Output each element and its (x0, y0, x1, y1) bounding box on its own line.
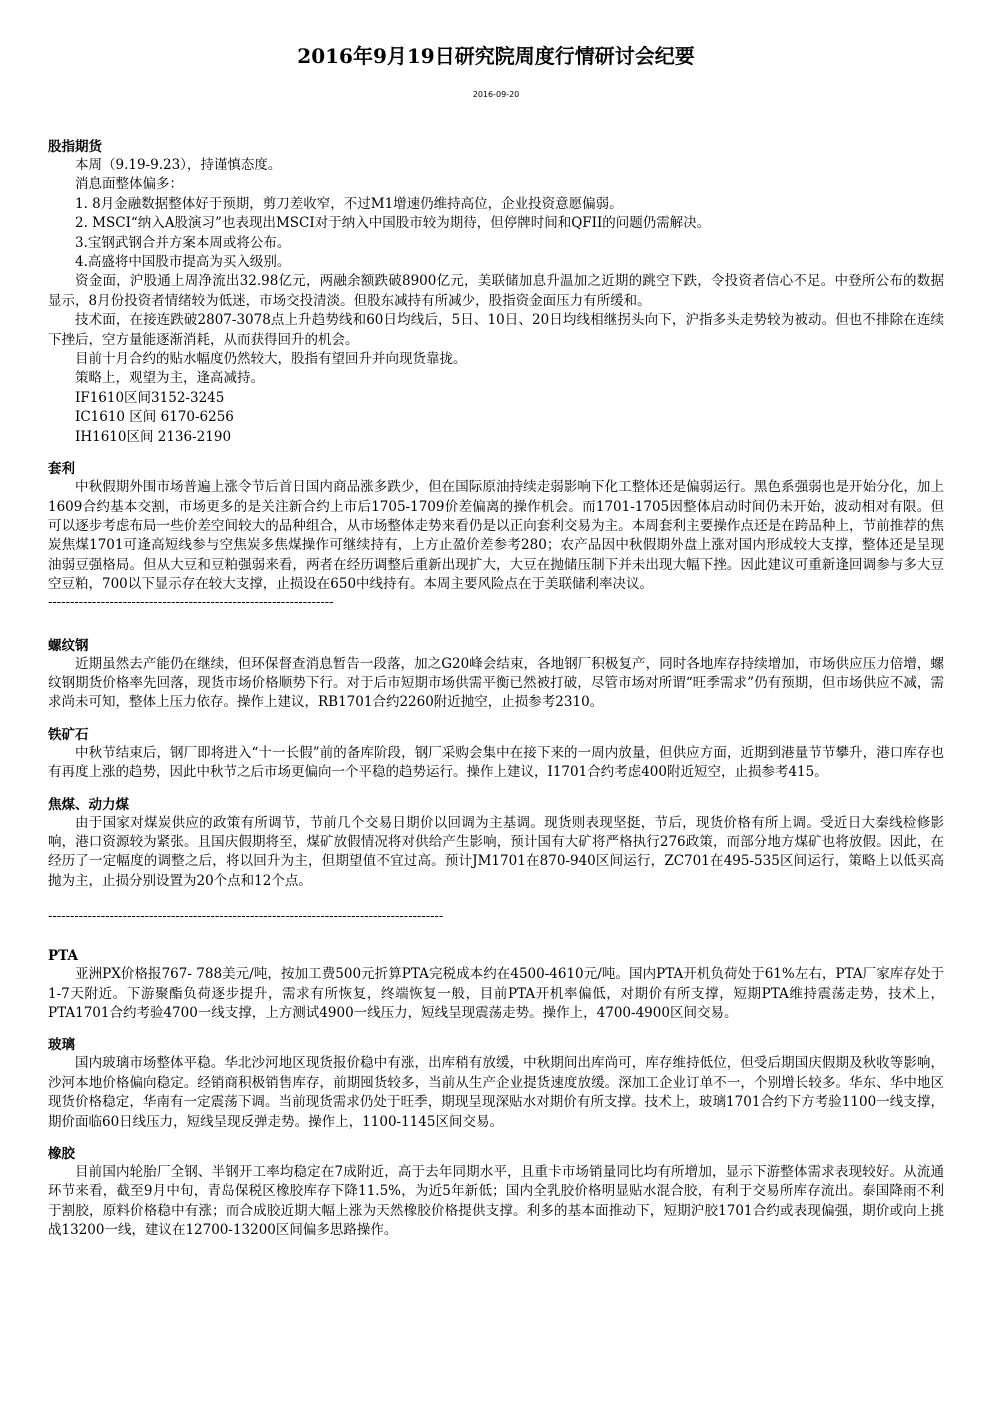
section-heading: 套利 (48, 461, 75, 478)
text-line: IF1610区间3152-3245 (75, 389, 225, 406)
paragraph: 中秋节结束后，钢厂即将进入“十一长假”前的备库阶段，钢厂采购会集中在接下来的一周内放量，但供应方面，近期到港量节节攀升，港口库存也有再度上涨的趋势，因此中秋节之后市场更偏向一个平稳的趋势运行。操作上建议，I1701合约考虑400附近短空，止损参考415。 (48, 744, 944, 781)
section-heading: 焦煤、动力煤 (48, 796, 129, 813)
section-heading: 玻璃 (48, 1037, 75, 1054)
paragraph: 技术面，在接连跌破2807-3078点上升趋势线和60日均线后，5日、10日、20日均线相继拐头向下，沪指多头走势较为被动。但也不排除在连续下挫后，空方量能逐渐消耗，从而获得回升的机会。 (48, 312, 944, 348)
section-stock-index (48, 138, 944, 447)
document-title: 2016年9月19日研究院周度行情研讨会纪要 (297, 44, 695, 68)
section-rebar (48, 637, 944, 713)
section-heading: PTA (48, 948, 78, 965)
text-line: 本周（9.19-9.23），持谨慎态度。 (75, 157, 282, 173)
paragraph: 国内玻璃市场整体平稳。华北沙河地区现货报价稳中有涨，出库稍有放缓，中秋期间出库尚可，库存维持低位，但受后期国庆假期及秋收等影响，沙河本地价格偏向稳定。经销商积极销售库存，前期囤货较多，当前从生产企业提货速度放缓。深加工企业订单不一，个别增长较多。华东、华中地区现货价格稳定，华南有一定震荡下调。当前现货需求仍处于旺季，期现呈现深贴水对期价有所支撑。技术上，玻璃1701合约下方考验1100一线支撑，期价面临60日线压力，短线呈现反弹走势。操作上，1100-1145区间交易。 (48, 1055, 944, 1130)
paragraph: 中秋假期外围市场普遍上涨令节后首日国内商品涨多跌少，但在国际原油持续走弱影响下化工整体还是偏弱运行。黑色系强弱也是开始分化，加上1609合约基本交割，市场更多的是关注新合约上市后1705-1709价差偏离的操作机会。而1701-1705因整体启动时间仍未开始，波动相对有限。但可以逐步考虑布局一些价差空间较大的品种组合，从市场整体走势来看仍是以正向套利交易为主。本周套利主要操作点还是在跨品种上，节前推荐的焦炭焦煤1701可逢高短线参与空焦炭多焦煤操作可继续持有，上方止盈价差参考280；农产品因中秋假期外盘上涨对国内形成较大支撑，整体还是呈现油弱豆强格局。但从大豆和豆粕强弱来看，两者在经历调整后重新出现扩大，大豆在抛储压制下并未出现大幅下挫。因此建议可重新逢回调参与多大豆空豆粕，700以下显示存在较大支撑，止损设在650中线持有。本周主要风险点在于美联储利率决议。 (48, 479, 944, 593)
paragraph: 资金面，沪股通上周净流出32.98亿元，两融余额跌破8900亿元，美联储加息升温加之近期的跳空下跌，令投资者信心不足。中登所公布的数据显示，8月份投资者情绪较为低迷，市场交投清淡。但股东减持有所减少，股指资金面压力有所缓和。 (48, 273, 944, 309)
section-rubber (48, 1145, 944, 1241)
text-line: 策略上，观望为主，逢高减持。 (75, 370, 264, 387)
document-date: 2016-09-20 (472, 90, 520, 99)
section-glass (48, 1036, 944, 1132)
text-line: 3.宝钢武钢合并方案本周或将公布。 (75, 234, 291, 251)
text-line: IH1610区间 2136-2190 (75, 428, 232, 445)
paragraph: 目前国内轮胎厂全钢、半钢开工率均稳定在7成附近，高于去年同期水平，且重卡市场销量同比均有所增加，显示下游整体需求表现较好。从流通环节来看，截至9月中旬，青岛保税区橡胶库存下降11.5%，为近5年新低；国内全乳胶价格明显贴水混合胶，有利于交易所库存流出。泰国降雨不利于割胶，原料价格稳中有涨；而合成胶近期大幅上涨为天然橡胶价格提供支撑。利多的基本面推动下，短期沪胶1701合约或表现偏强，期价或向上挑战13200一线，建议在12700-13200区间偏多思路操作。 (48, 1164, 944, 1239)
section-arbitrage (48, 460, 944, 610)
section-iron-ore (48, 726, 944, 783)
section-pta (48, 947, 944, 1023)
paragraph: 近期虽然去产能仍在继续，但环保督查消息暂告一段落，加之G20峰会结束，各地钢厂积极复产，同时各地库存持续增加，市场供应压力倍增，螺纹钢期货价格率先回落，现货市场价格顺势下行。对于后市短期市场供需平衡已然被打破，尽管市场对所谓“旺季需求”仍有预期，但市场供应不减，需求尚未可知，整体上压力依存。操作上建议，RB1701合约2260附近抛空，止损参考2310。 (48, 655, 944, 711)
dashed-divider: ------------------------------------------------------------------------------------------ (48, 909, 444, 925)
paragraph: 由于国家对煤炭供应的政策有所调节，节前几个交易日期价以回调为主基调。现货则表现坚挺，节后，现货价格有所上调。受近日大秦线检修影响，港口资源较为紧张。且国庆假期将至，煤矿放假情况将对供给产生影响，预计国有大矿将严格执行276政策，而部分地方煤矿也将放假。因此，在经历了一定幅度的调整之后，将以回升为主，但期望值不宜过高。预计JM1701在870-940区间运行，ZC701在495-535区间运行，策略上以低买高抛为主，止损分别设置为20个点和12个点。 (48, 814, 944, 889)
text-line: 消息面整体偏多： (75, 176, 183, 193)
section-coke-coal (48, 796, 944, 926)
text-line: 目前十月合约的贴水幅度仍然较大，股指有望回升并向现货靠拢。 (75, 351, 467, 368)
paragraph: 亚洲PX价格报767- 788美元/吨，按加工费500元折算PTA完税成本约在4500-4610元/吨。国内PTA开机负荷处于61%左右，PTA厂家库存处于1-7天附近。下游聚酯负荷逐步提升，需求有所恢复，终端恢复一般，目前PTA开机率偏低，对期价有所支撑，短期PTA维持震荡走势，技术上，PTA1701合约考验4700一线支撑，上方测试4900一线压力，短线呈现震荡走势。操作上，4700-4900区间交易。 (48, 966, 944, 1021)
section-heading: 橡胶 (48, 1146, 75, 1163)
section-heading: 股指期货 (48, 139, 102, 155)
text-line: IC1610 区间 6170-6256 (75, 409, 234, 426)
text-line: 1. 8月金融数据整体好于预期，剪刀差收窄，不过M1增速仍维持高位，企业投资意愿偏弱。 (75, 195, 623, 212)
section-heading: 螺纹钢 (48, 637, 89, 654)
text-line: 2. MSCI“纳入A股演习”也表现出MSCI对于纳入中国股市较为期待，但停牌时间和QFII的问题仍需解决。 (75, 215, 711, 232)
section-heading: 铁矿石 (48, 726, 89, 743)
dashed-divider: ----------------------------------------------------------------- (48, 594, 334, 610)
text-line: 4.高盛将中国股市提高为买入级别。 (75, 254, 291, 271)
